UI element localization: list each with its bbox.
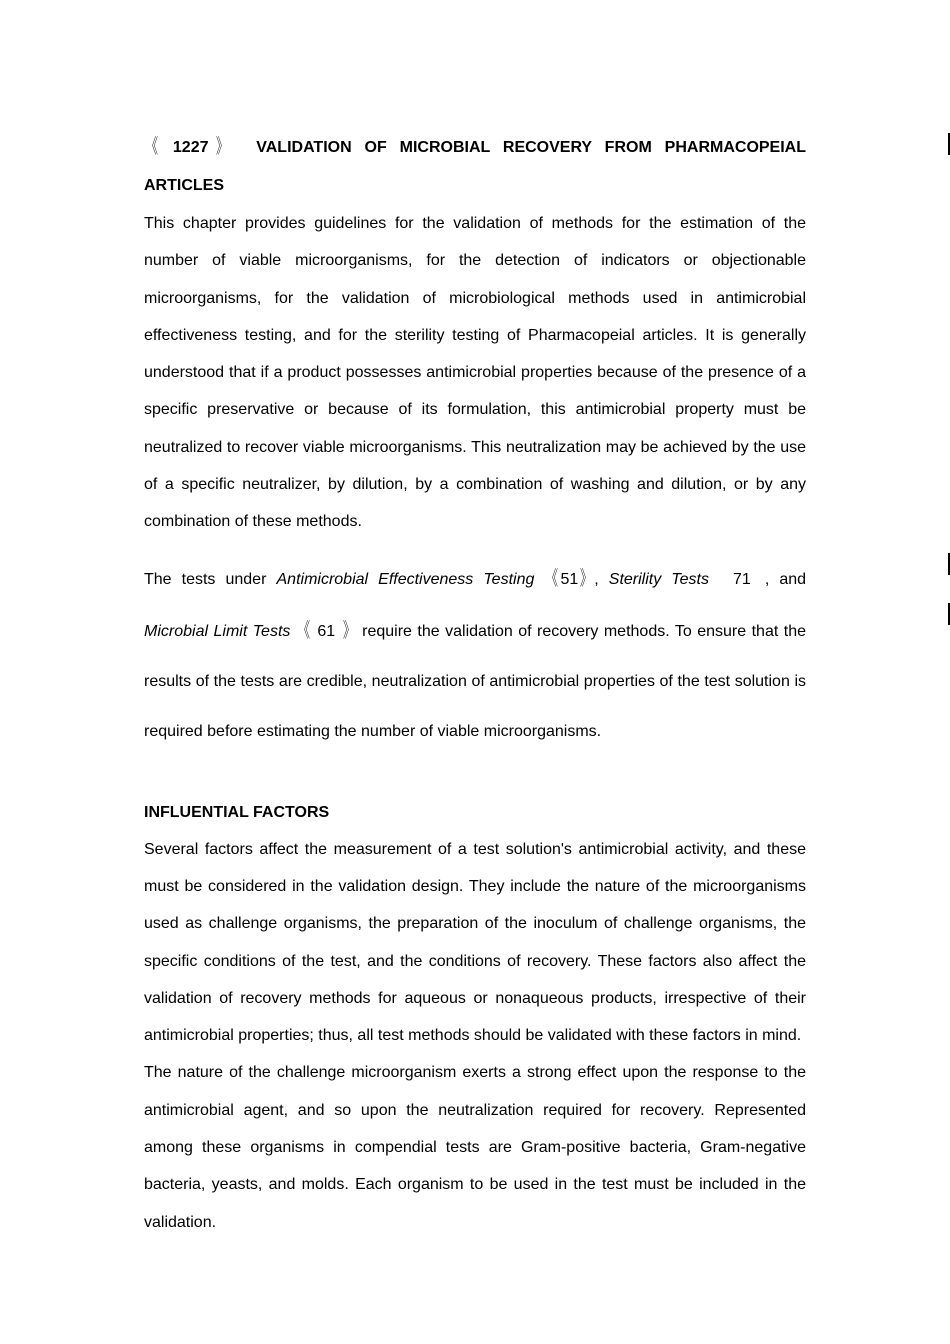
chapter-title [144, 127, 806, 205]
separator: , [594, 570, 599, 588]
aet-ref: 51 [560, 570, 579, 588]
right-angle-bracket: 》 [342, 617, 355, 642]
document-page [144, 127, 806, 1241]
right-angle-bracket: 》 [580, 565, 593, 590]
intro-paragraph: This chapter provides guidelines for the validation of methods for the estimation of the number of viable microorganisms, for the detection of indicators or objectionable microorganisms, for the validation of microbiological methods used in antimicrobial effectiveness testing, and for the sterility testing of Pharmacopeial articles. It is generally understood that if a product possesses antimicrobial properties because of the presence of a specific preservative or because of its formulation, this antimicrobial property must be neutralized to recover viable microorganisms. This neutralization may be achieved by the use of a specific neutralizer, by dilution, by a combination of washing and dilution, or by any combination of these methods. [144, 215, 806, 531]
right-angle-bracket: 》 [216, 134, 229, 158]
section-heading: INFLUENTIAL FACTORS [144, 803, 330, 821]
tests-lead: The tests under [144, 570, 267, 588]
and-text: , and [764, 570, 807, 588]
sterility-ref: 71 [733, 570, 751, 588]
left-angle-bracket: 《 [297, 617, 310, 642]
aet-title: Antimicrobial Effectiveness Testing [276, 570, 535, 588]
factors-paragraph-2: The nature of the challenge microorganism exerts a strong effect upon the response to the antimicrobial agent, and so upon the neutralization required for recovery. Represented among these organisms in compendial tests are Gram-positive bacteria, Gram-negative bacteria, yeasts, and molds. Each organism to be used in the test must be included in the validation. [144, 1064, 806, 1231]
factors-paragraph-1: Several factors affect the measurement of a test solution's antimicrobial activity, and these must be considered in the validation design. They include the nature of the microorganisms used as challenge organisms, the preparation of the inoculum of challenge organisms, the specific conditions of the test, and the conditions of recovery. These factors also affect the validation of recovery methods for aqueous or nonaqueous products, irrespective of their antimicrobial properties; thus, all test methods should be validated with these factors in mind. [144, 840, 806, 1045]
left-angle-bracket: 《 [146, 134, 158, 158]
sterility-title: Sterility Tests [608, 570, 709, 588]
chapter-title-text: VALIDATION OF MICROBIAL RECOVERY FROM PHARMACOPEIAL ARTICLES [144, 139, 806, 194]
mlt-ref: 61 [317, 622, 336, 640]
chapter-number: 1227 [172, 139, 209, 156]
left-angle-bracket: 《 [546, 565, 559, 590]
mlt-title: Microbial Limit Tests [144, 622, 291, 640]
tests-paragraph [144, 553, 806, 757]
tests-rest: require the validation of recovery methods. To ensure that the results of the tests are credible, neutralization of antimicrobial properties of the test solution is required before estimating the number of viable microorganisms. [144, 622, 807, 740]
